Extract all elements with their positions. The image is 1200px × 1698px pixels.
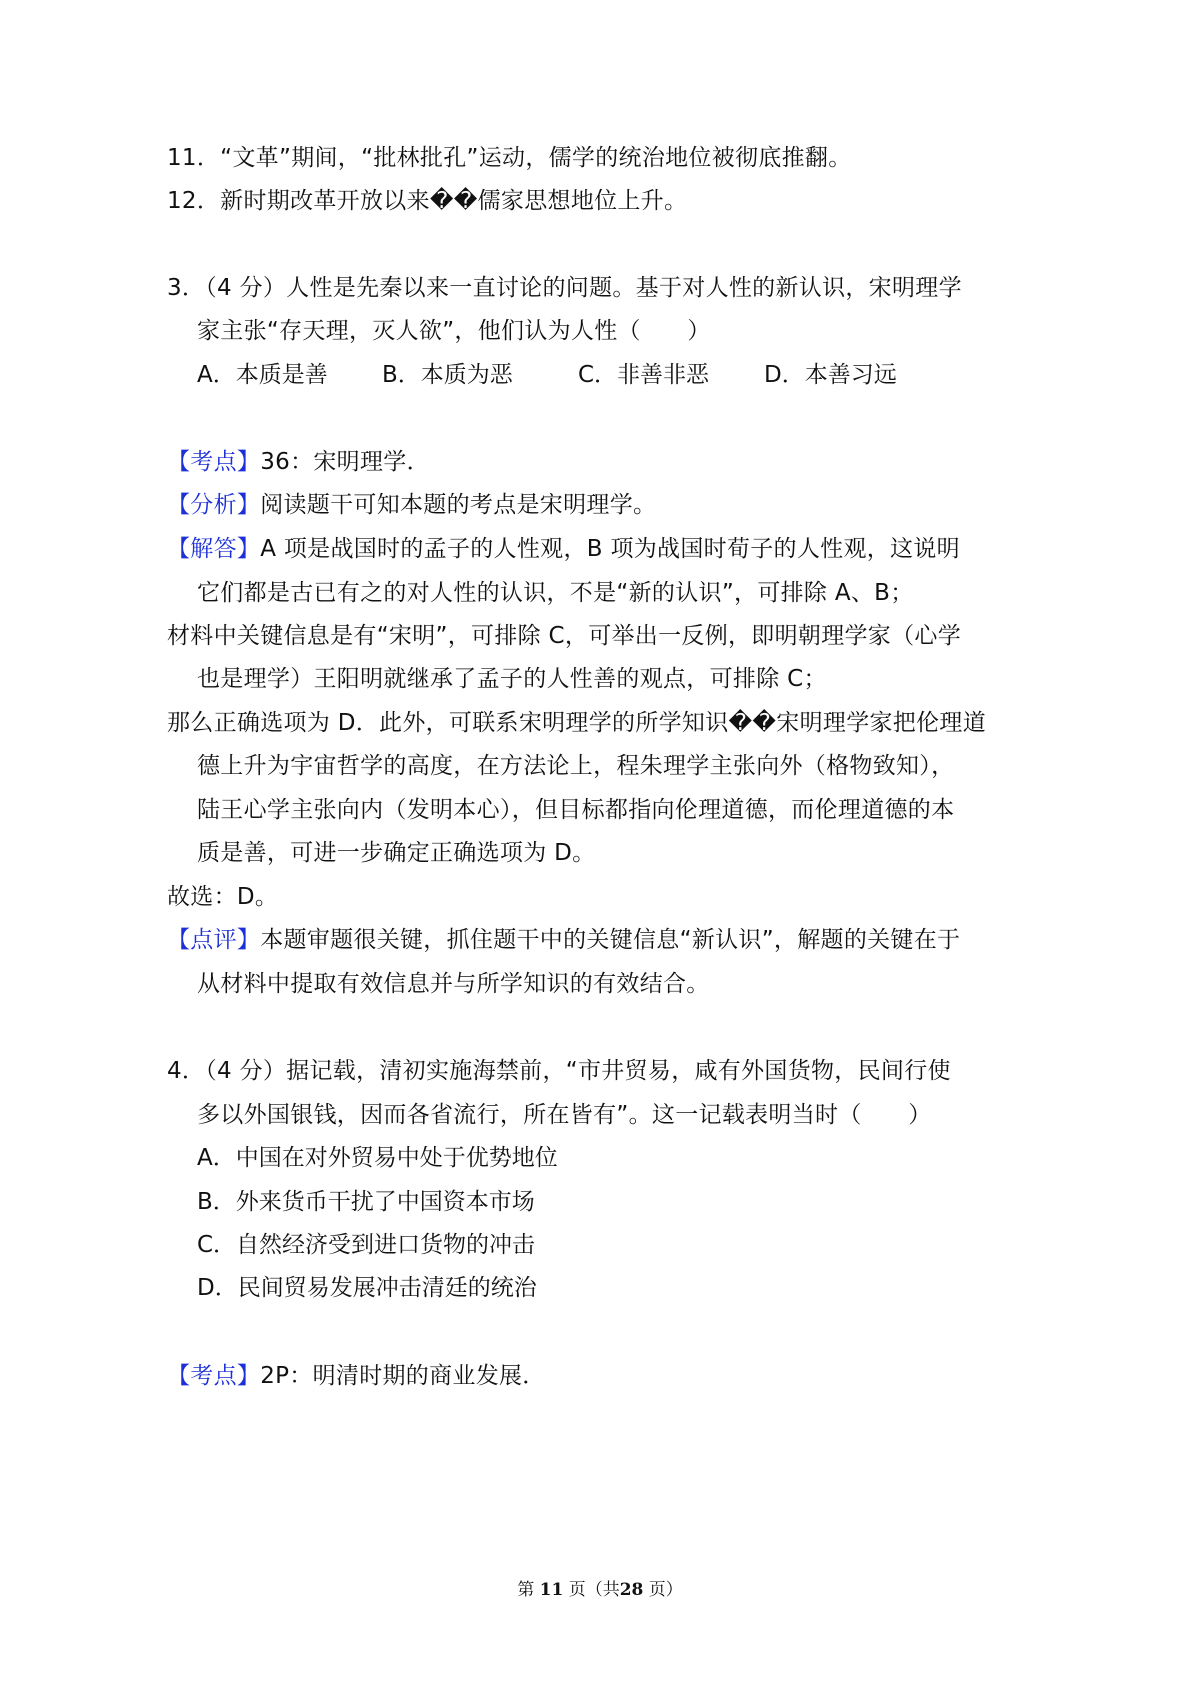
footer-total-pages: 28 <box>619 1580 644 1600</box>
kaodian-tag: 【考点】 <box>167 449 261 475</box>
q4-stem-line2: 多以外国银钱，因而各省流行，所在皆有”。这一记载表明当时（ ） <box>197 1102 932 1128</box>
q4-option-d: D．民间贸易发展冲击清廷的统治 <box>197 1275 537 1301</box>
footer-page-number: 11 <box>539 1580 564 1600</box>
q4-option-a: A．中国在对外贸易中处于优势地位 <box>197 1145 558 1171</box>
jieda-line2: 它们都是古已有之的对人性的认识，不是“新的认识”，可排除 A、B； <box>197 580 914 606</box>
jieda-line5: 那么正确选项为 D．此外，可联系宋明理学的所学知识��宋明理学家把伦理道 <box>167 710 986 736</box>
jieda-tag: 【解答】 <box>167 536 261 562</box>
jieda-line8: 质是善，可进一步确定正确选项为 D。 <box>197 840 596 866</box>
answer-choice: 故选：D。 <box>167 884 279 910</box>
q4-kaodian <box>167 1361 546 1391</box>
kaodian-text: 36：宋明理学． <box>260 449 430 475</box>
q4-option-c: C．自然经济受到进口货物的冲击 <box>197 1232 536 1258</box>
kaodian-text: 2P：明清时期的商业发展． <box>260 1363 546 1389</box>
jieda-line1: A 项是战国时的孟子的人性观，B 项为战国时荀子的人性观，这说明 <box>260 536 960 562</box>
q3-option-b: B．本质为恶 <box>382 362 513 388</box>
q4-stem-line1: 4．（4 分）据记载，清初实施海禁前，“市井贸易，咸有外国货物，民间行使 <box>167 1058 951 1084</box>
dianping-line1: 本题审题很关键，抓住题干中的关键信息“新认识”，解题的关键在于 <box>260 927 961 953</box>
dianping-tag: 【点评】 <box>167 927 261 953</box>
q3-dianping <box>167 925 960 955</box>
page-footer <box>0 1575 1200 1600</box>
footer-prefix: 第 <box>517 1580 535 1600</box>
q3-option-d: D．本善习远 <box>764 362 897 388</box>
item-11: 11．“文革”期间，“批林批孔”运动，儒学的统治地位被彻底推翻。 <box>167 145 852 171</box>
q3-jieda <box>167 534 960 564</box>
q3-stem-line1: 3．（4 分）人性是先秦以来一直讨论的问题。基于对人性的新认识，宋明理学 <box>167 275 962 301</box>
q3-stem-line2: 家主张“存天理，灭人欲”，他们认为人性（ ） <box>197 318 711 344</box>
footer-suffix: 页） <box>648 1580 683 1600</box>
item-12: 12．新时期改革开放以来��儒家思想地位上升。 <box>167 188 688 214</box>
fenxi-tag: 【分析】 <box>167 492 261 518</box>
jieda-line3: 材料中关键信息是有“宋明”，可排除 C，可举出一反例，即明朝理学家（心学 <box>167 623 962 649</box>
q3-option-a: A．本质是善 <box>197 362 328 388</box>
q3-kaodian <box>167 447 430 477</box>
kaodian-tag: 【考点】 <box>167 1363 261 1389</box>
jieda-line7: 陆王心学主张向内（发明本心），但目标都指向伦理道德，而伦理道德的本 <box>197 797 955 823</box>
q3-option-c: C．非善非恶 <box>578 362 710 388</box>
dianping-line2: 从材料中提取有效信息并与所学知识的有效结合。 <box>197 971 710 997</box>
jieda-line6: 德上升为宇宙哲学的高度，在方法论上，程朱理学主张向外（格物致知）， <box>197 753 955 779</box>
fenxi-text: 阅读题干可知本题的考点是宋明理学。 <box>260 492 657 518</box>
footer-middle: 页（共 <box>568 1580 620 1600</box>
jieda-line4: 也是理学）王阳明就继承了孟子的人性善的观点，可排除 C； <box>197 666 827 692</box>
q4-option-b: B．外来货币干扰了中国资本市场 <box>197 1189 535 1215</box>
q3-fenxi <box>167 490 656 520</box>
